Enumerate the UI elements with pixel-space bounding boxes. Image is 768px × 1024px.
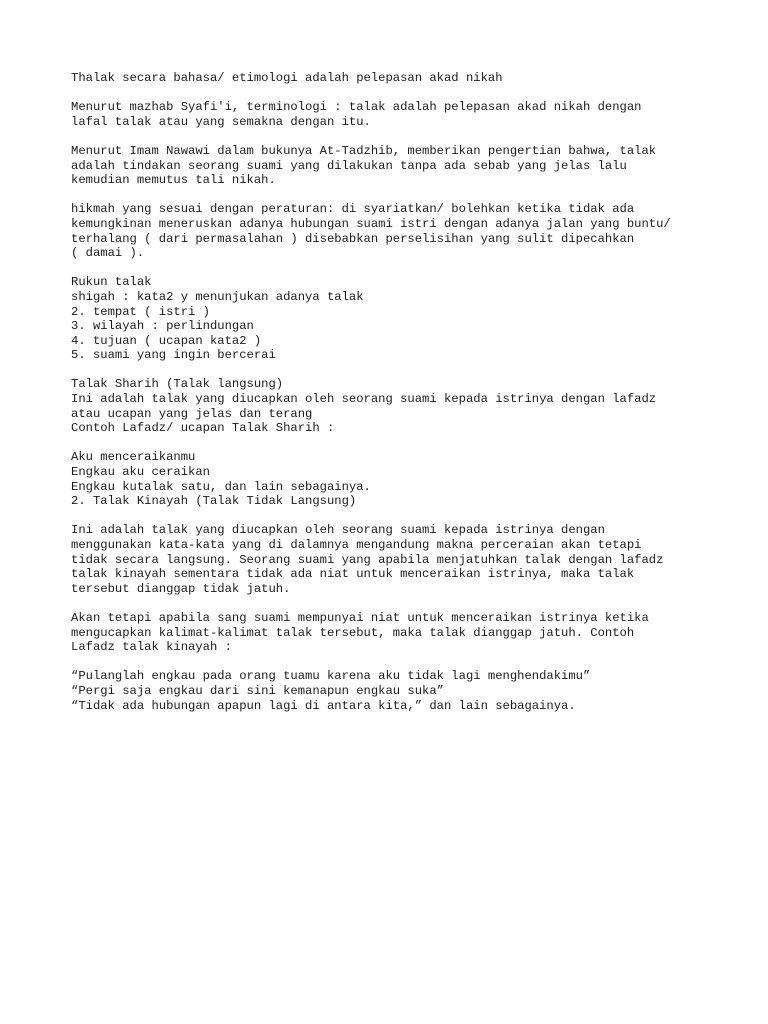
text-line: hikmah yang sesuai dengan peraturan: di syariatkan/ bolehkan ketika tidak ada [71, 202, 635, 217]
paragraph-nawawi [71, 144, 711, 188]
text-line: terhalang ( dari permasalahan ) disebabkan perselisihan yang sulit dipecahkan [71, 231, 635, 246]
text-line: kemungkinan meneruskan adanya hubungan suami istri dengan adanya jalan yang buntu/ [71, 216, 671, 231]
text-line: menggunakan kata-kata yang di dalamnya mengandung makna perceraian akan tetapi [71, 538, 642, 552]
text-line: Rukun talak [71, 275, 152, 290]
document-page [71, 71, 711, 728]
text-line: “Pergi saja engkau dari sini kemanapun engkau suka” [71, 683, 444, 698]
paragraph-syafii [71, 100, 711, 129]
text-line: 5. suami yang ingin bercerai [71, 348, 276, 363]
text-line: kemudian memutus tali nikah. [71, 173, 276, 188]
text-line: 2. tempat ( istri ) [71, 304, 210, 319]
text-line: lafal talak atau yang semakna dengan itu. [71, 114, 371, 129]
paragraph-hikmah [71, 202, 711, 260]
text-line: Aku menceraikanmu [71, 450, 196, 465]
text-line: adalah tindakan seorang suami yang dilakukan tanpa ada sebab yang jelas lalu [71, 158, 627, 173]
text-line: mengucapkan kalimat-kalimat talak tersebut, maka talak dianggap jatuh. Contoh [71, 625, 635, 640]
text-line: tidak secara langsung. Seorang suami yang apabila menjatuhkan talak dengan lafadz [71, 552, 664, 567]
text-line: Ini adalah talak yang diucapkan oleh seorang suami kepada istrinya dengan [71, 523, 605, 538]
text-line: 4. tujuan ( ucapan kata2 ) [71, 333, 262, 348]
paragraph-rukun-talak [71, 275, 711, 363]
text-line: “Pulanglah engkau pada orang tuamu karena aku tidak lagi menghendakimu” [71, 669, 591, 684]
paragraph-niat [71, 611, 711, 655]
paragraph-talak-sharih [71, 377, 711, 435]
text-line: Akan tetapi apabila sang suami mempunyai niat untuk menceraikan istrinya ketika [71, 610, 649, 625]
text-line: 2. Talak Kinayah (Talak Tidak Langsung) [71, 494, 357, 509]
text-line: tersebut dianggap tidak jatuh. [71, 581, 291, 596]
text-line: Engkau aku ceraikan [71, 465, 210, 480]
text-line: ( damai ). [71, 246, 145, 261]
text-line: shigah : kata2 y menunjukan adanya talak [71, 289, 364, 304]
paragraph-sharih-examples [71, 450, 711, 508]
text-line: Menurut Imam Nawawi dalam bukunya At-Tadzhib, memberikan pengertian bahwa, talak [71, 143, 657, 158]
text-line: Menurut mazhab Syafi'i, terminologi : talak adalah pelepasan akad nikah dengan [71, 100, 642, 115]
text-line: Lafadz talak kinayah : [71, 640, 232, 655]
text-line: 3. wilayah : perlindungan [71, 319, 254, 334]
text-line: talak kinayah sementara tidak ada niat untuk menceraikan istrinya, maka talak [71, 567, 635, 582]
text-line: Talak Sharih (Talak langsung) [71, 377, 284, 392]
paragraph-kinayah-examples [71, 669, 711, 713]
paragraph-talak-kinayah [71, 523, 711, 596]
text-line: Ini adalah talak yang diucapkan oleh seorang suami kepada istrinya dengan lafadz [71, 392, 657, 407]
text-line: “Tidak ada hubungan apapun lagi di antara kita,” dan lain sebagainya. [71, 698, 576, 713]
paragraph-definition [71, 71, 711, 86]
text-line: Engkau kutalak satu, dan lain sebagainya. [71, 479, 371, 494]
text-line: Contoh Lafadz/ ucapan Talak Sharih : [71, 421, 335, 436]
text-line: atau ucapan yang jelas dan terang [71, 406, 313, 421]
text-line: Thalak secara bahasa/ etimologi adalah pelepasan akad nikah [71, 71, 503, 85]
